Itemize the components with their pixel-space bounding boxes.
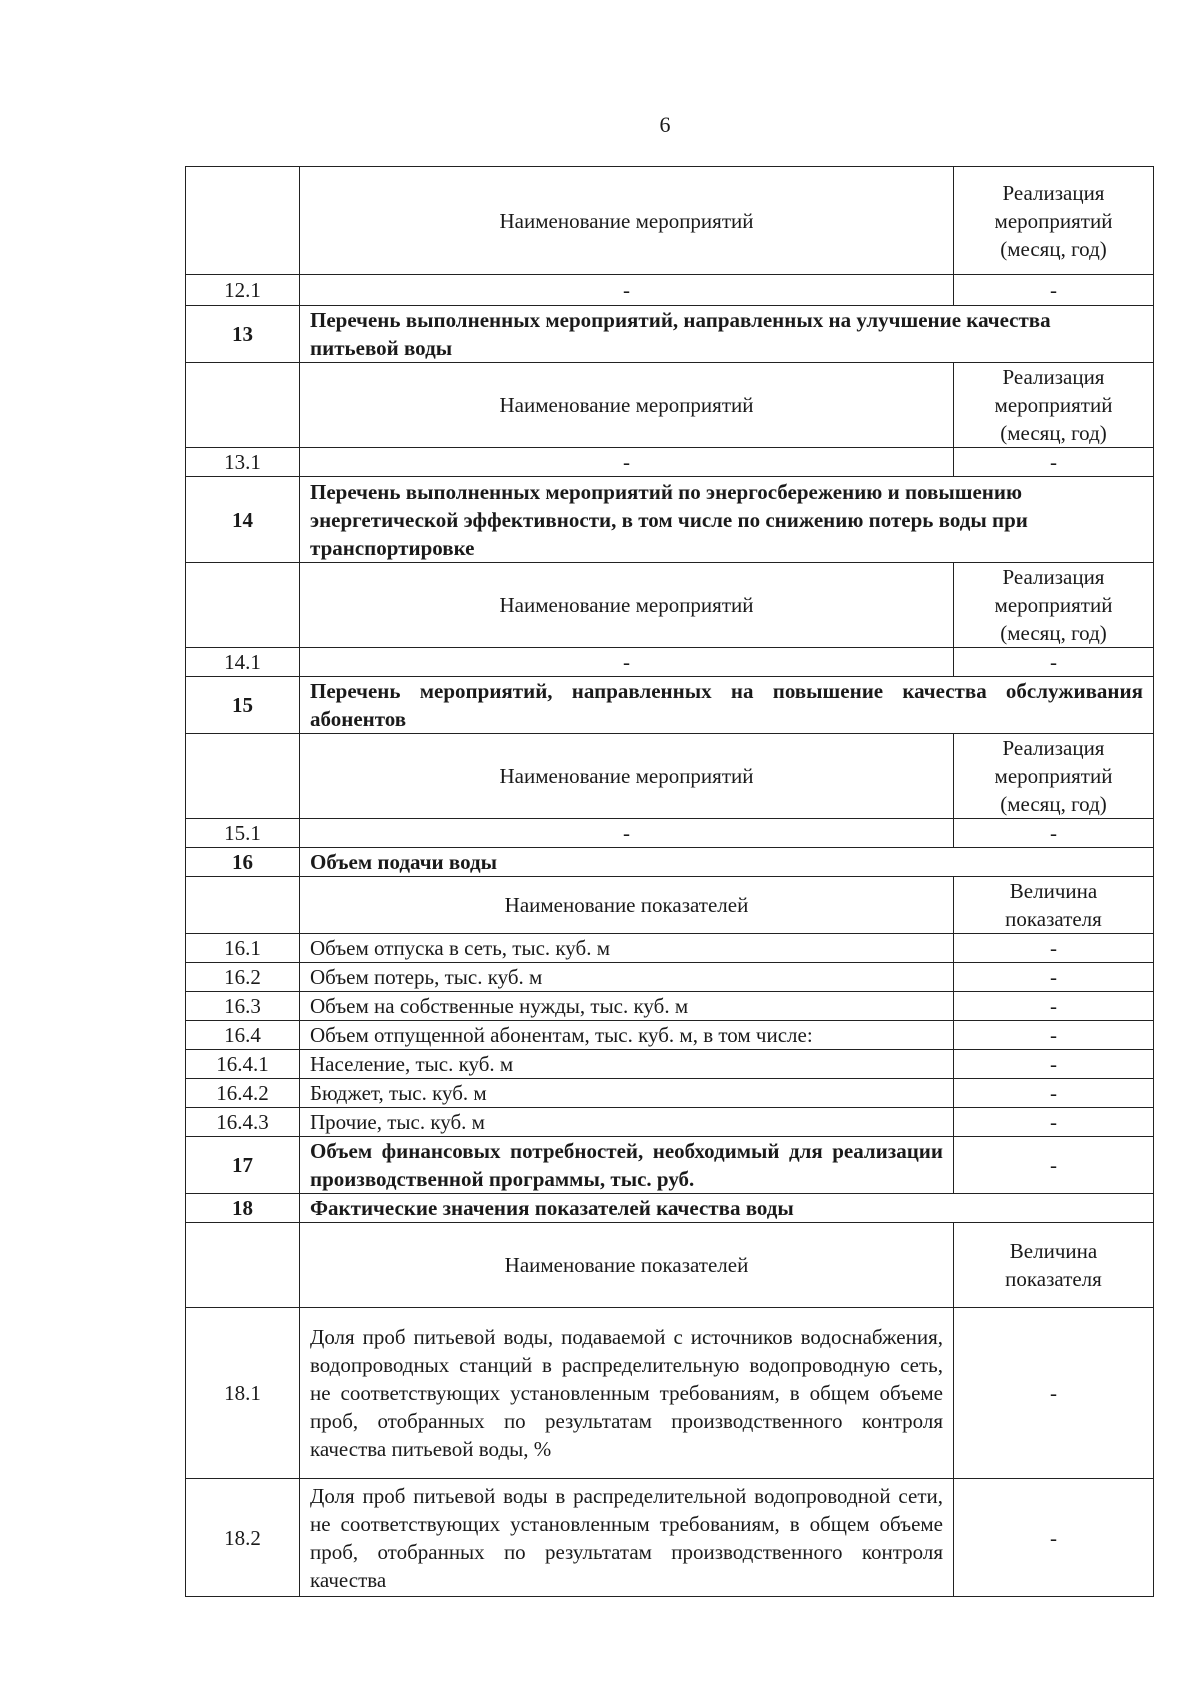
- measure-date: -: [954, 448, 1154, 477]
- header-measures: Наименование мероприятий: [300, 167, 954, 275]
- section-row: [186, 1194, 1154, 1223]
- section-number: 13: [186, 306, 300, 363]
- indicator-value: -: [954, 1050, 1154, 1079]
- measure-name: -: [300, 448, 954, 477]
- table-row: [186, 992, 1154, 1021]
- section-title: Объем финансовых потребностей, необходимый для реализации производственной программы, тыс. руб.: [300, 1137, 954, 1194]
- measure-name: -: [300, 275, 954, 306]
- section-title: Перечень мероприятий, направленных на повышение качества обслуживания абонентов: [300, 677, 1154, 734]
- table-row-header: [186, 1223, 1154, 1308]
- header-measures: Наименование мероприятий: [300, 734, 954, 819]
- table-row-header: [186, 734, 1154, 819]
- table-row: [186, 963, 1154, 992]
- indicator-value: -: [954, 992, 1154, 1021]
- number-cell: [186, 563, 300, 648]
- header-measures: Наименование мероприятий: [300, 563, 954, 648]
- header-realization: Реализация мероприятий (месяц, год): [954, 363, 1154, 448]
- section-title: Перечень выполненных мероприятий, направленных на улучшение качества питьевой воды: [300, 306, 1154, 363]
- table-row: [186, 448, 1154, 477]
- table-row: [186, 1308, 1154, 1479]
- table-row-header: [186, 363, 1154, 448]
- indicator-name: Объем отпущенной абонентам, тыс. куб. м, в том числе:: [300, 1021, 954, 1050]
- indicator-value: -: [954, 1021, 1154, 1050]
- row-number: 16.4: [186, 1021, 300, 1050]
- row-number: 16.1: [186, 934, 300, 963]
- row-number: 16.3: [186, 992, 300, 1021]
- indicator-value: -: [954, 934, 1154, 963]
- table-row-header: [186, 167, 1154, 275]
- row-number: 18.1: [186, 1308, 300, 1479]
- row-number: 16.4.2: [186, 1079, 300, 1108]
- section-number: 16: [186, 848, 300, 877]
- indicator-value: -: [954, 1079, 1154, 1108]
- header-indicators: Наименование показателей: [300, 877, 954, 934]
- indicator-name: Доля проб питьевой воды в распределительной водопроводной сети, не соответствующих установленным требованиям, в общем объеме проб, отобранных по результатам производственного контроля качества: [300, 1479, 954, 1597]
- table-row: [186, 1079, 1154, 1108]
- table-row: [186, 648, 1154, 677]
- program-table: [185, 166, 1154, 1597]
- section-number: 17: [186, 1137, 300, 1194]
- section-row: [186, 677, 1154, 734]
- page-number: 6: [659, 112, 671, 137]
- section-title: Перечень выполненных мероприятий по энергосбережению и повышению энергетической эффективности, в том числе по снижению потерь воды при транспортировке: [300, 477, 1154, 563]
- table-row: [186, 1021, 1154, 1050]
- measure-date: -: [954, 275, 1154, 306]
- section-number: 14: [186, 477, 300, 563]
- header-value: Величина показателя: [954, 877, 1154, 934]
- indicator-value: -: [954, 1108, 1154, 1137]
- row-number: 18.2: [186, 1479, 300, 1597]
- indicator-value: -: [954, 1137, 1154, 1194]
- table-row: [186, 819, 1154, 848]
- header-realization: Реализация мероприятий (месяц, год): [954, 734, 1154, 819]
- section-row: [186, 848, 1154, 877]
- section-number: 15: [186, 677, 300, 734]
- section-row: [186, 477, 1154, 563]
- indicator-value: -: [954, 963, 1154, 992]
- header-realization: Реализация мероприятий (месяц, год): [954, 167, 1154, 275]
- indicator-name: Доля проб питьевой воды, подаваемой с источников водоснабжения, водопроводных станций в распределительную водопроводную сеть, не соответствующих установленным требованиям, в общем объеме проб, отобранных по результатам производственного контроля качества питьевой воды, %: [300, 1308, 954, 1479]
- indicator-name: Население, тыс. куб. м: [300, 1050, 954, 1079]
- table-row-header: [186, 563, 1154, 648]
- header-indicators: Наименование показателей: [300, 1223, 954, 1308]
- measure-name: -: [300, 648, 954, 677]
- indicator-name: Объем потерь, тыс. куб. м: [300, 963, 954, 992]
- section-row: [186, 1137, 1154, 1194]
- section-row: [186, 306, 1154, 363]
- row-number: 13.1: [186, 448, 300, 477]
- table-row-header: [186, 877, 1154, 934]
- number-cell: [186, 363, 300, 448]
- indicator-value: -: [954, 1479, 1154, 1597]
- indicator-name: Объем отпуска в сеть, тыс. куб. м: [300, 934, 954, 963]
- number-cell: [186, 1223, 300, 1308]
- row-number: 16.2: [186, 963, 300, 992]
- row-number: 12.1: [186, 275, 300, 306]
- number-cell: [186, 877, 300, 934]
- number-cell: [186, 167, 300, 275]
- measure-name: -: [300, 819, 954, 848]
- row-number: 16.4.3: [186, 1108, 300, 1137]
- section-number: 18: [186, 1194, 300, 1223]
- measure-date: -: [954, 819, 1154, 848]
- table-row: [186, 275, 1154, 306]
- section-title: Фактические значения показателей качества воды: [300, 1194, 1154, 1223]
- row-number: 15.1: [186, 819, 300, 848]
- header-measures: Наименование мероприятий: [300, 363, 954, 448]
- row-number: 16.4.1: [186, 1050, 300, 1079]
- table-row: [186, 1479, 1154, 1597]
- row-number: 14.1: [186, 648, 300, 677]
- indicator-name: Бюджет, тыс. куб. м: [300, 1079, 954, 1108]
- header-realization: Реализация мероприятий (месяц, год): [954, 563, 1154, 648]
- section-title: Объем подачи воды: [300, 848, 1154, 877]
- number-cell: [186, 734, 300, 819]
- table-row: [186, 1050, 1154, 1079]
- indicator-name: Прочие, тыс. куб. м: [300, 1108, 954, 1137]
- table-row: [186, 1108, 1154, 1137]
- measure-date: -: [954, 648, 1154, 677]
- header-value: Величина показателя: [954, 1223, 1154, 1308]
- table-row: [186, 934, 1154, 963]
- indicator-value: -: [954, 1308, 1154, 1479]
- indicator-name: Объем на собственные нужды, тыс. куб. м: [300, 992, 954, 1021]
